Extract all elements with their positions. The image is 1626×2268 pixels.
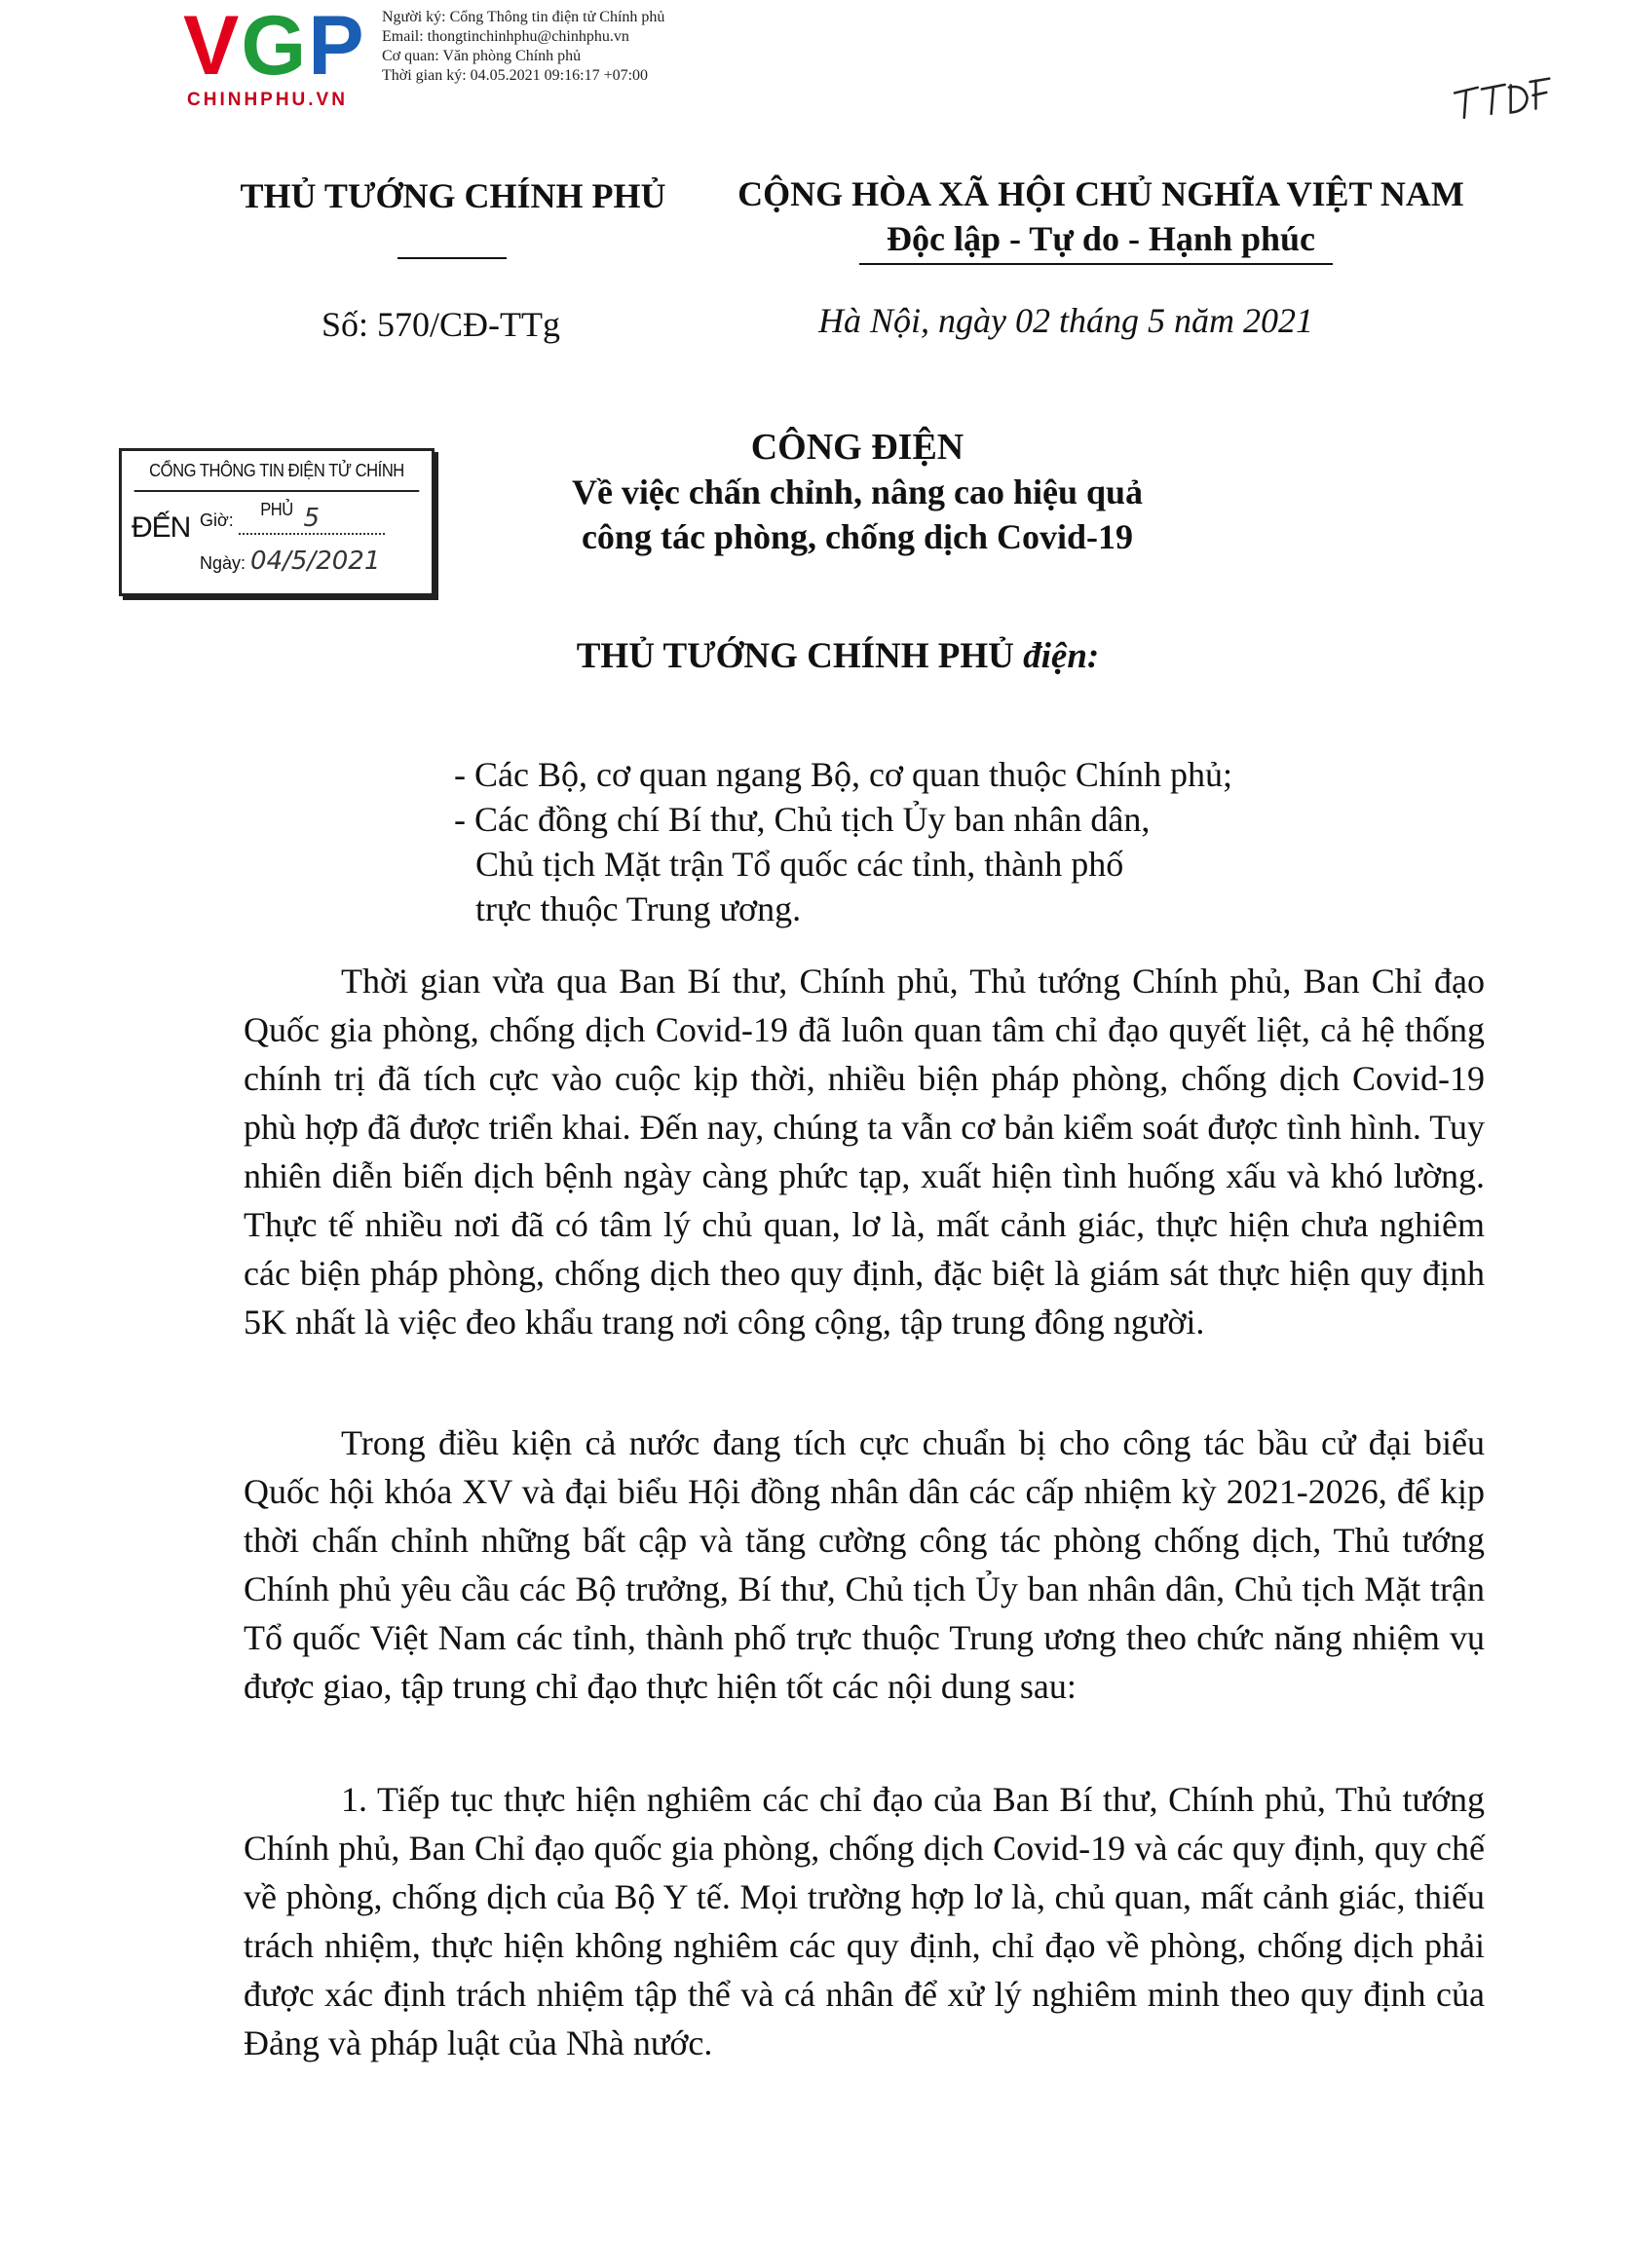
agency-line: Cơ quan: Văn phòng Chính phủ — [382, 48, 582, 64]
stamp-date — [200, 547, 380, 576]
recipient-list — [454, 752, 1232, 931]
stamp-time — [200, 504, 385, 535]
logo-letter-p: P — [308, 0, 366, 93]
received-stamp — [119, 448, 435, 596]
recipient-item-continued: Chủ tịch Mặt trận Tổ quốc các tỉnh, thành phố — [475, 845, 1124, 884]
motto-underline — [859, 263, 1333, 265]
signer-line: Người ký: Cổng Thông tin điện tử Chính phủ — [382, 9, 665, 25]
stamp-heading: CỔNG THÔNG TIN ĐIỆN TỬ CHÍNH PHỦ — [134, 451, 420, 492]
place-and-date: Hà Nội, ngày 02 tháng 5 năm 2021 — [818, 301, 1313, 340]
recipient-item-continued: trực thuộc Trung ương. — [475, 889, 802, 928]
email-line: Email: thongtinchinhphu@chinhphu.vn — [382, 28, 629, 45]
national-heading — [701, 171, 1500, 261]
stamp-date-label: Ngày: — [200, 553, 246, 573]
sign-time-line: Thời gian ký: 04.05.2021 09:16:17 +07:00 — [382, 67, 649, 84]
recipient-item: - Các Bộ, cơ quan ngang Bộ, cơ quan thuộc Chính phủ; — [454, 755, 1232, 794]
national-motto: Độc lập - Tự do - Hạnh phúc — [886, 219, 1316, 258]
paragraph-text: Thời gian vừa qua Ban Bí thư, Chính phủ, Thủ tướng Chính phủ, Ban Chỉ đạo Quốc gia phòng, chống dịch Covid-19 đã luôn quan tâm chỉ đạo quyết liệt, cả hệ thống chính trị đã tích cực vào cuộc kịp thời, nhiều biện pháp phòng, chống dịch Covid-19 phù hợp đã được triển khai. Đến nay, chúng ta vẫn cơ bản kiểm soát được tình hình. Tuy nhiên diễn biến dịch bệnh ngày càng phức tạp, xuất hiện tình huống xấu và khó lường. Thực tế nhiều nơi đã có tâm lý chủ quan, lơ là, mất cảnh giác, thực hiện chưa nghiêm các biện pháp phòng, chống dịch theo quy định, đặc biệt là giám sát thực hiện quy định 5K nhất là việc đeo khẩu trang nơi công cộng, tập trung đông người. — [244, 962, 1485, 1342]
body-paragraph-2 — [244, 1418, 1485, 1711]
country-name: CỘNG HÒA XÃ HỘI CHỦ NGHĨA VIỆT NAM — [737, 174, 1464, 213]
issuer-name: THỦ TƯỚNG CHÍNH PHỦ — [240, 176, 666, 215]
digital-signature-info — [382, 8, 664, 86]
body-paragraph-3 — [244, 1775, 1485, 2067]
logo-subtitle: CHINHPHU.VN — [187, 90, 348, 110]
handwritten-initials — [1448, 72, 1559, 135]
document-title — [507, 425, 1208, 559]
paragraph-text: 1. Tiếp tục thực hiện nghiêm các chỉ đạo của Ban Bí thư, Chính phủ, Thủ tướng Chính phủ, Ban Chỉ đạo quốc gia phòng, chống dịch Covid-19 và các quy định, quy chế về phòng, chống dịch của Bộ Y tế. Mọi trường hợp lơ là, chủ quan, mất cảnh giác, thiếu trách nhiệm, thực hiện không nghiêm các quy định, chỉ đạo về phòng, chống dịch phải được xác định trách nhiệm tập thể và cá nhân để xử lý nghiêm minh theo quy định của Đảng và pháp luật của Nhà nước. — [244, 1780, 1485, 2062]
logo-letter-v: V — [183, 0, 242, 93]
stamp-time-label: Giờ: — [200, 510, 234, 530]
title-subject-line-1: Về việc chấn chỉnh, nâng cao hiệu quả — [571, 472, 1144, 511]
document-number: Số: 570/CĐ-TTg — [321, 305, 561, 344]
issuer-underline — [397, 257, 507, 259]
paragraph-text: Trong điều kiện cả nước đang tích cực chuẩn bị cho công tác bầu cử đại biểu Quốc hội khóa XV và đại biểu Hội đồng nhân dân các cấp nhiệm kỳ 2021-2026, để kịp thời chấn chỉnh những bất cập và tăng cường công tác phòng chống dịch, Thủ tướng Chính phủ yêu cầu các Bộ trưởng, Bí thư, Chủ tịch Ủy ban nhân dân, Chủ tịch Mặt trận Tổ quốc Việt Nam các tỉnh, thành phố trực thuộc Trung ương theo chức năng nhiệm vụ được giao, tập trung chỉ đạo thực hiện tốt các nội dung sau: — [244, 1423, 1485, 1706]
title-subject-line-2: công tác phòng, chống dịch Covid-19 — [581, 517, 1134, 556]
issuer-heading — [224, 175, 682, 216]
logo-letter-g: G — [241, 0, 309, 93]
dien-verb: điện: — [1023, 636, 1100, 676]
document-type: CÔNG ĐIỆN — [750, 427, 964, 468]
vgp-logo — [183, 0, 378, 111]
stamp-date-value: 04/5/2021 — [250, 547, 381, 576]
initials-scribble-icon — [1448, 72, 1558, 129]
body-paragraph-1 — [244, 957, 1485, 1346]
dien-sender: THỦ TƯỚNG CHÍNH PHỦ — [576, 636, 1014, 676]
stamp-time-value: 5 — [303, 504, 321, 533]
recipient-item: - Các đồng chí Bí thư, Chủ tịch Ủy ban nhân dân, — [454, 800, 1151, 839]
stamp-den-label: ĐẾN — [132, 511, 191, 544]
dien-heading — [370, 635, 1305, 677]
